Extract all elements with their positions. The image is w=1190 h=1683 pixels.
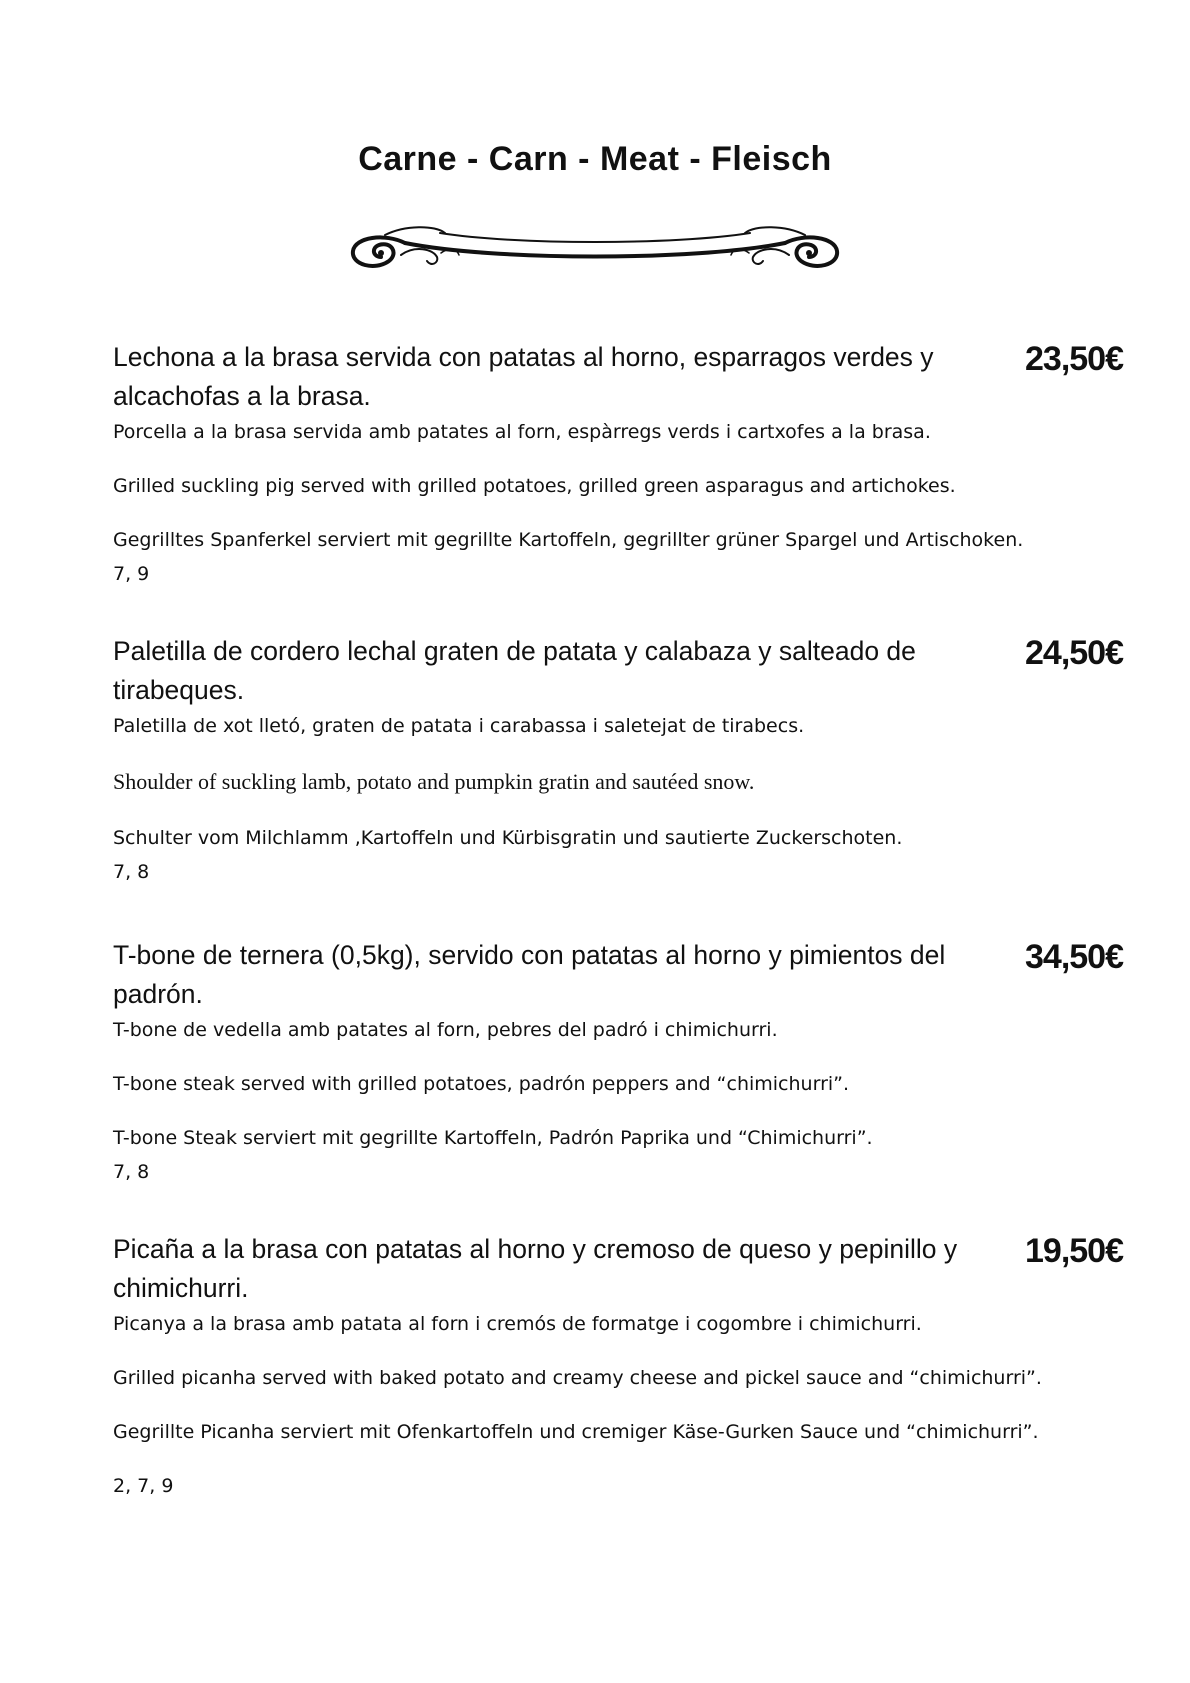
menu-item [113,338,1123,586]
menu-item [113,632,1123,884]
page-title: Carne - Carn - Meat - Fleisch [358,140,832,178]
dish-price: 24,50€ [1025,634,1123,672]
dish-name: Paletilla de cordero lechal graten de patata y calabaza y salteado de tirabeques. [113,636,916,705]
dish-description-german: T-bone Steak serviert mit gegrillte Kartoffeln, Padrón Paprika und “Chimichurri”. [113,1127,873,1149]
dish-name: Picaña a la brasa con patatas al horno y cremoso de queso y pepinillo y chimichurri. [113,1234,958,1303]
allergen-codes: 7, 8 [113,1161,150,1183]
dish-description-catalan: Porcella a la brasa servida amb patates al forn, espàrregs verds i cartxofes a la brasa. [113,421,931,443]
scroll-ornament-divider [345,215,845,275]
dish-description-german: Gegrilltes Spanferkel serviert mit gegrillte Kartoffeln, gegrillter grüner Spargel und Artischoken. [113,529,1024,551]
dish-description-english: T-bone steak served with grilled potatoes, padrón peppers and “chimichurri”. [113,1073,850,1095]
menu-item [113,1230,1123,1498]
allergen-codes: 7, 9 [113,563,150,585]
allergen-codes: 7, 8 [113,861,150,883]
dish-description-english: Grilled suckling pig served with grilled potatoes, grilled green asparagus and artichokes. [113,475,956,497]
menu-item [113,936,1123,1184]
dish-price: 34,50€ [1025,938,1123,976]
allergen-codes: 2, 7, 9 [113,1475,174,1497]
dish-description-german: Schulter vom Milchlamm ,Kartoffeln und Kürbisgratin und sautierte Zuckerschoten. [113,827,903,849]
dish-name: T-bone de ternera (0,5kg), servido con patatas al horno y pimientos del padrón. [113,940,946,1009]
dish-name: Lechona a la brasa servida con patatas al horno, esparragos verdes y alcachofas a la brasa. [113,342,934,411]
dish-price: 19,50€ [1025,1232,1123,1270]
dish-price: 23,50€ [1025,340,1123,378]
dish-description-catalan: Paletilla de xot lletó, graten de patata i carabassa i saletejat de tirabecs. [113,715,805,737]
dish-description-german: Gegrillte Picanha serviert mit Ofenkartoffeln und cremiger Käse-Gurken Sauce und “chimichurri”. [113,1421,1039,1443]
dish-description-english: Grilled picanha served with baked potato and creamy cheese and pickel sauce and “chimichurri”. [113,1367,1042,1389]
dish-description-catalan: T-bone de vedella amb patates al forn, pebres del padró i chimichurri. [113,1019,778,1041]
dish-description-catalan: Picanya a la brasa amb patata al forn i cremós de formatge i cogombre i chimichurri. [113,1313,922,1335]
dish-description-english: Shoulder of suckling lamb, potato and pumpkin gratin and sautéed snow. [113,769,755,794]
